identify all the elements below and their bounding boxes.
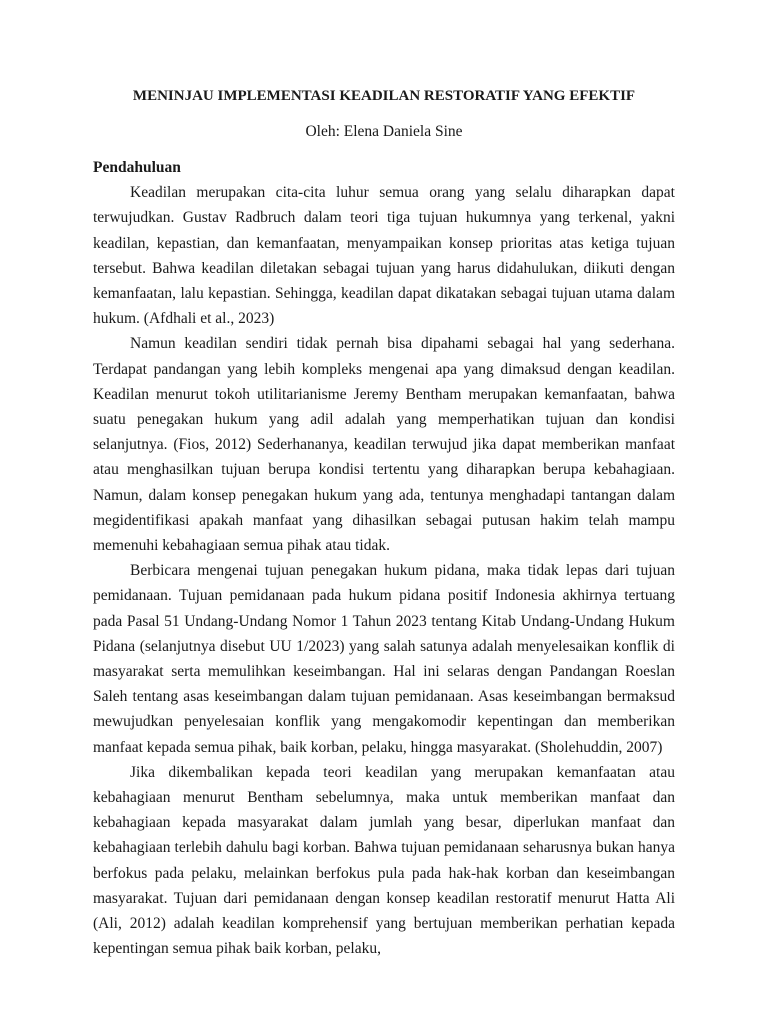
section-heading: Pendahuluan	[93, 159, 181, 176]
paragraph-2: Namun keadilan sendiri tidak pernah bisa dipahami sebagai hal yang sederhana. Terdapat pandangan yang lebih kompleks mengenai apa yang dimaksud dengan keadilan. Keadilan menurut tokoh utilitarianisme Jeremy Bentham merupakan kemanfaatan, bahwa suatu penegakan hukum yang adil adalah yang memperhatikan tujuan dan kondisi selanjutnya. (Fios, 2012) Sederhananya, keadilan terwujud jika dapat memberikan manfaat atau menghasilkan tujuan berupa kondisi tertentu yang diharapkan berupa kebahagiaan. Namun, dalam konsep penegakan hukum yang ada, tentunya menghadapi tantangan dalam megidentifikasi apakah manfaat yang dihasilkan sebagai putusan hakim telah mampu memenuhi kebahagiaan semua pihak atau tidak.	[93, 335, 675, 555]
author-line: Oleh: Elena Daniela Sine	[305, 123, 463, 140]
paragraph-1: Keadilan merupakan cita-cita luhur semua orang yang selalu diharapkan dapat terwujudkan. Gustav Radbruch dalam teori tiga tujuan hukumnya yang terkenal, yakni keadilan, kepastian, dan kemanfaatan, menyampaikan konsep prioritas atas ketiga tujuan tersebut. Bahwa keadilan diletakan sebagai tujuan yang harus didahulukan, diikuti dengan kemanfaatan, lalu kepastian. Sehingga, keadilan dapat dikatakan sebagai tujuan utama dalam hukum. (Afdhali et al., 2023)	[93, 184, 675, 328]
document-body	[93, 155, 675, 962]
document-title: MENINJAU IMPLEMENTASI KEADILAN RESTORATIF YANG EFEKTIF	[132, 88, 636, 104]
paragraph-4: Jika dikembalikan kepada teori keadilan yang merupakan kemanfaatan atau kebahagiaan menurut Bentham sebelumnya, maka untuk memberikan manfaat dan kebahagiaan kepada masyarakat dalam jumlah yang besar, diperlukan manfaat dan kebahagiaan terlebih dahulu bagi korban. Bahwa tujuan pemidanaan seharusnya bukan hanya berfokus pada pelaku, melainkan berfokus pula pada hak-hak korban dan keseimbangan masyarakat. Tujuan dari pemidanaan dengan konsep keadilan restoratif menurut Hatta Ali (Ali, 2012) adalah keadilan komprehensif yang bertujuan memberikan perhatian kepada kepentingan semua pihak baik korban, pelaku,	[93, 763, 675, 958]
paragraph-3: Berbicara mengenai tujuan penegakan hukum pidana, maka tidak lepas dari tujuan pemidanaan. Tujuan pemidanaan pada hukum pidana positif Indonesia akhirnya tertuang pada Pasal 51 Undang-Undang Nomor 1 Tahun 2023 tentang Kitab Undang-Undang Hukum Pidana (selanjutnya disebut UU 1/2023) yang salah satunya adalah menyelesaikan konflik di masyarakat serta memulihkan keseimbangan. Hal ini selaras dengan Pandangan Roeslan Saleh tentang asas keseimbangan dalam tujuan pemidanaan. Asas keseimbangan bermaksud mewujudkan penyelesaian konflik yang mengakomodir kepentingan dan memberikan manfaat kepada semua pihak, baik korban, pelaku, hingga masyarakat. (Sholehuddin, 2007)	[93, 562, 675, 756]
